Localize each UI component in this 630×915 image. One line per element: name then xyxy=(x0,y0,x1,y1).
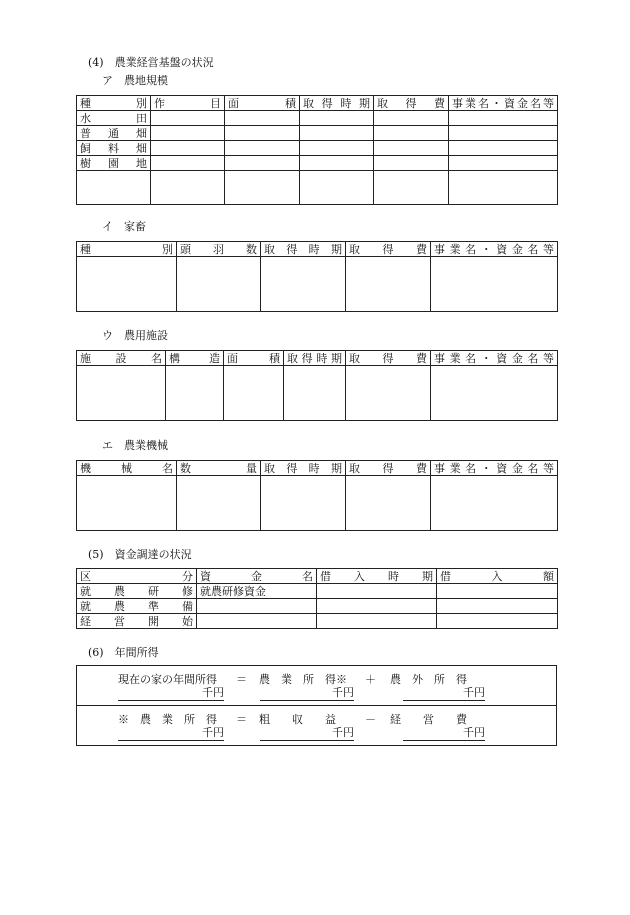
land-row-orchard xyxy=(77,156,558,171)
machinery-header-row xyxy=(77,461,558,476)
funding-cell[interactable] xyxy=(317,614,437,629)
section-5-title: (5) 資金調達の状況 xyxy=(88,548,192,561)
unit-label: 千円 xyxy=(202,726,224,739)
machinery-header-acq-cost: 取 得 費 xyxy=(346,461,431,476)
land-row-field xyxy=(77,126,558,141)
land-row-blank xyxy=(77,171,558,205)
funding-table xyxy=(76,568,558,629)
funding-cell[interactable] xyxy=(317,584,437,599)
funding-header-row xyxy=(77,569,558,584)
funding-cell[interactable] xyxy=(437,584,558,599)
land-header-project: 事業名・資金名等 xyxy=(449,96,558,111)
livestock-header-row xyxy=(77,242,558,257)
land-cell[interactable] xyxy=(225,111,300,126)
funding-row xyxy=(77,614,558,629)
funding-row-fund[interactable] xyxy=(197,614,317,629)
livestock-cell[interactable] xyxy=(177,257,261,312)
funding-row xyxy=(77,599,558,614)
income-farm-label: 農 業 所 得※ xyxy=(259,673,347,686)
machinery-body-row xyxy=(77,476,558,531)
land-cell[interactable] xyxy=(151,111,225,126)
income-farm-field[interactable] xyxy=(260,686,354,701)
land-table xyxy=(76,95,558,205)
income-eq-2: ＝ xyxy=(236,713,247,726)
land-cell[interactable] xyxy=(449,171,558,205)
gross-revenue-label: 粗 収 益 xyxy=(259,713,336,726)
funding-header-borrow-time: 借 入 時 期 xyxy=(317,569,437,584)
funding-header-fund: 資 金 名 xyxy=(197,569,317,584)
income-minus: － xyxy=(365,713,376,726)
land-cell[interactable] xyxy=(300,111,374,126)
land-cell[interactable] xyxy=(374,141,449,156)
funding-row-fund[interactable]: 就農研修資金 xyxy=(197,584,317,599)
land-cell[interactable] xyxy=(300,141,374,156)
farm-income-label: ※ 農 業 所 得 xyxy=(118,713,217,726)
machinery-cell[interactable] xyxy=(177,476,261,531)
livestock-header-acq-time: 取得時期 xyxy=(261,242,346,257)
income-total-label: 現在の家の年間所得 xyxy=(118,673,217,686)
livestock-header-acq-cost: 取 得 費 xyxy=(346,242,431,257)
land-cell[interactable] xyxy=(449,156,558,171)
land-cell[interactable] xyxy=(449,141,558,156)
land-cell[interactable] xyxy=(374,126,449,141)
income-divider xyxy=(76,705,557,706)
machinery-header-quantity: 数 量 xyxy=(177,461,261,476)
income-nonfarm-label: 農 外 所 得 xyxy=(390,673,467,686)
land-cell[interactable] xyxy=(225,141,300,156)
land-cell[interactable] xyxy=(449,126,558,141)
facilities-cell[interactable] xyxy=(77,366,166,421)
funding-cell[interactable] xyxy=(437,614,558,629)
land-row-label: 水 田 xyxy=(77,111,151,126)
livestock-title: イ 家畜 xyxy=(102,220,146,233)
land-cell[interactable] xyxy=(225,126,300,141)
livestock-cell[interactable] xyxy=(261,257,346,312)
land-header-row xyxy=(77,96,558,111)
machinery-header-acq-time: 取得時期 xyxy=(261,461,346,476)
facilities-header-row xyxy=(77,351,558,366)
land-header-acq-cost: 取 得 費 xyxy=(374,96,449,111)
unit-label: 千円 xyxy=(332,686,354,699)
livestock-table xyxy=(76,241,558,312)
machinery-title: エ 農業機械 xyxy=(102,439,168,452)
livestock-header-type: 種 別 xyxy=(77,242,177,257)
income-eq-1: ＝ xyxy=(236,673,247,686)
machinery-cell[interactable] xyxy=(431,476,558,531)
operating-cost-field[interactable] xyxy=(403,726,485,741)
farm-income-field[interactable] xyxy=(118,726,224,741)
land-row-label: 飼料畑 xyxy=(77,141,151,156)
livestock-header-project: 事業名・資金名等 xyxy=(431,242,558,257)
land-cell[interactable] xyxy=(151,156,225,171)
facilities-cell[interactable] xyxy=(224,366,284,421)
facilities-title: ウ 農用施設 xyxy=(102,329,168,342)
land-cell[interactable] xyxy=(449,111,558,126)
income-total-field[interactable] xyxy=(118,686,224,701)
facilities-table xyxy=(76,350,558,421)
machinery-cell[interactable] xyxy=(77,476,177,531)
land-cell[interactable] xyxy=(225,156,300,171)
land-row-label: 普通畑 xyxy=(77,126,151,141)
funding-row-fund[interactable] xyxy=(197,599,317,614)
funding-row-category: 経営開始 xyxy=(77,614,197,629)
unit-label: 千円 xyxy=(332,726,354,739)
machinery-table xyxy=(76,460,558,531)
facilities-header-name: 施 設 名 xyxy=(77,351,166,366)
land-header-crop: 作 目 xyxy=(151,96,225,111)
land-cell[interactable] xyxy=(300,171,374,205)
machinery-header-project: 事業名・資金名等 xyxy=(431,461,558,476)
facilities-header-project: 事業名・資金名等 xyxy=(431,351,558,366)
facilities-cell[interactable] xyxy=(166,366,224,421)
land-cell[interactable] xyxy=(151,141,225,156)
land-cell[interactable] xyxy=(151,126,225,141)
land-cell[interactable] xyxy=(300,126,374,141)
facilities-header-acq-cost: 取 得 費 xyxy=(346,351,431,366)
gross-revenue-field[interactable] xyxy=(260,726,354,741)
land-title: ア 農地規模 xyxy=(102,74,168,87)
land-cell[interactable] xyxy=(374,156,449,171)
land-cell[interactable] xyxy=(225,171,300,205)
livestock-cell[interactable] xyxy=(77,257,177,312)
funding-cell[interactable] xyxy=(437,599,558,614)
land-row-label: 樹園地 xyxy=(77,156,151,171)
section-4-title: (4) 農業経営基盤の状況 xyxy=(88,56,214,69)
livestock-cell[interactable] xyxy=(431,257,558,312)
livestock-header-count: 頭 羽 数 xyxy=(177,242,261,257)
facilities-cell[interactable] xyxy=(431,366,558,421)
facilities-header-structure: 構 造 xyxy=(166,351,224,366)
machinery-cell[interactable] xyxy=(261,476,346,531)
unit-label: 千円 xyxy=(463,686,485,699)
funding-row-category: 就農研修 xyxy=(77,584,197,599)
land-cell[interactable] xyxy=(374,171,449,205)
operating-cost-label: 経 営 費 xyxy=(390,713,467,726)
funding-header-category: 区 分 xyxy=(77,569,197,584)
land-cell[interactable] xyxy=(300,156,374,171)
land-cell[interactable] xyxy=(374,111,449,126)
facilities-body-row xyxy=(77,366,558,421)
income-plus: ＋ xyxy=(365,673,376,686)
land-header-acq-time: 取得時期 xyxy=(300,96,374,111)
land-cell[interactable] xyxy=(151,171,225,205)
unit-label: 千円 xyxy=(463,726,485,739)
income-nonfarm-field[interactable] xyxy=(403,686,485,701)
land-row-feed xyxy=(77,141,558,156)
land-header-type: 種 別 xyxy=(77,96,151,111)
funding-cell[interactable] xyxy=(317,599,437,614)
land-row-paddy xyxy=(77,111,558,126)
machinery-cell[interactable] xyxy=(346,476,431,531)
unit-label: 千円 xyxy=(202,686,224,699)
facilities-header-acq-time: 取得時期 xyxy=(284,351,346,366)
facilities-cell[interactable] xyxy=(284,366,346,421)
land-header-area: 面 積 xyxy=(225,96,300,111)
facilities-cell[interactable] xyxy=(346,366,431,421)
livestock-cell[interactable] xyxy=(346,257,431,312)
facilities-header-area: 面 積 xyxy=(224,351,284,366)
funding-row xyxy=(77,584,558,599)
funding-header-borrow-amount: 借 入 額 xyxy=(437,569,558,584)
funding-row-category: 就農準備 xyxy=(77,599,197,614)
machinery-header-name: 機 械 名 xyxy=(77,461,177,476)
section-6-title: (6) 年間所得 xyxy=(88,646,159,659)
land-cell[interactable] xyxy=(77,171,151,205)
livestock-body-row xyxy=(77,257,558,312)
